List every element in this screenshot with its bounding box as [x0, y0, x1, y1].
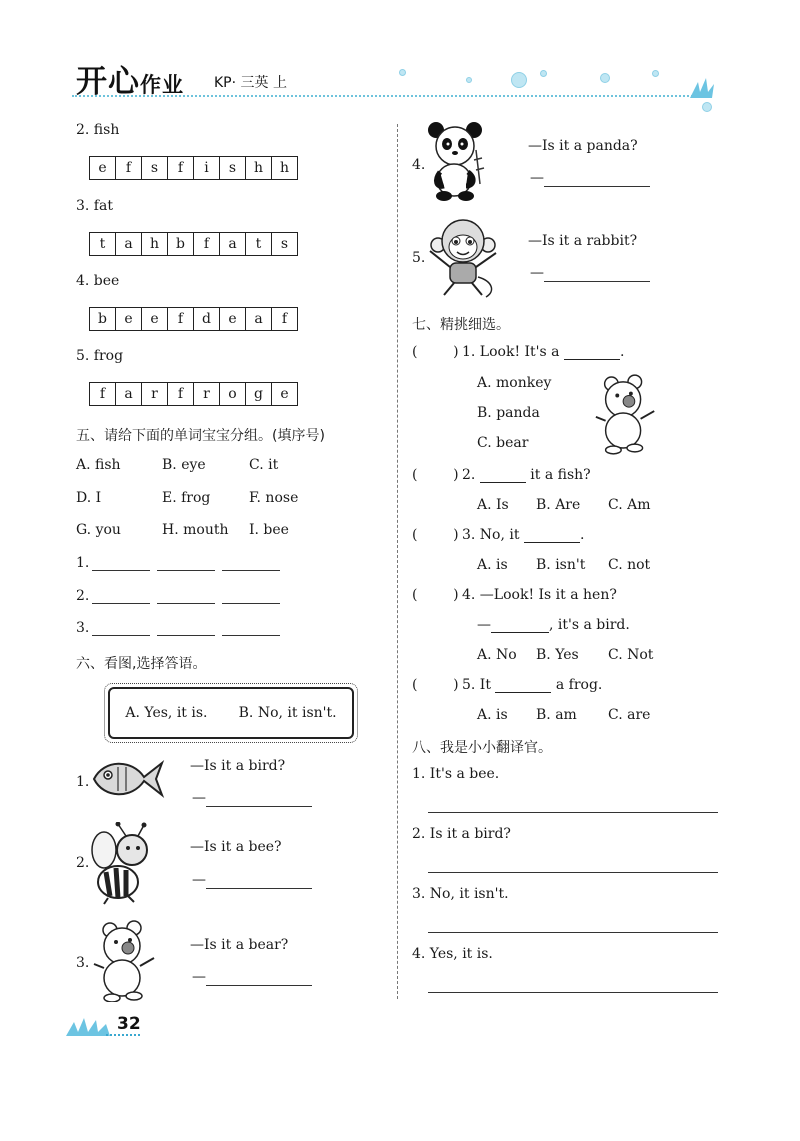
group-number: 1. — [76, 555, 90, 571]
mc-question-4: 4. —Look! Is it a hen? — [462, 587, 617, 603]
answer-blank[interactable] — [206, 806, 312, 807]
section5-title: 五、请给下面的单词宝宝分组。(填序号) — [76, 428, 325, 444]
bear-icon — [592, 370, 662, 456]
group-number: 2. — [76, 588, 90, 604]
word-option: F. nose — [249, 490, 299, 506]
answer-blank[interactable] — [544, 186, 650, 187]
word-option: H. mouth — [162, 522, 229, 538]
answer-blank[interactable] — [480, 482, 526, 483]
monkey-icon — [426, 215, 504, 299]
answer-line[interactable] — [428, 932, 718, 933]
mc-question-3: 3. No, it . — [462, 527, 585, 543]
brand-small: 作业 — [140, 73, 184, 97]
question-text: —Is it a bear? — [190, 937, 289, 953]
spell-word: 2. fish — [76, 122, 120, 138]
answer-blank[interactable] — [222, 570, 280, 571]
bee-icon — [88, 822, 158, 906]
answer-paren[interactable]: ( ) — [412, 527, 459, 543]
answer-blank[interactable] — [157, 635, 215, 636]
item-number: 3. — [76, 955, 90, 971]
section8-title: 八、我是小小翻译官。 — [412, 740, 552, 756]
answer-blank[interactable] — [222, 635, 280, 636]
item-number: 2. — [76, 855, 90, 871]
translate-item: 4. Yes, it is. — [412, 946, 493, 962]
option[interactable]: B. panda — [477, 405, 540, 421]
mc-question-4-line2: — , it's a bird. — [477, 617, 630, 633]
answer-blank[interactable] — [544, 281, 650, 282]
dash: — — [192, 969, 206, 985]
word-option: I. bee — [249, 522, 289, 538]
answer-paren[interactable]: ( ) — [412, 677, 459, 693]
answer-blank[interactable] — [157, 570, 215, 571]
option[interactable]: B. Are — [536, 497, 581, 513]
option[interactable]: A. is — [477, 557, 508, 573]
question-text: —Is it a rabbit? — [528, 233, 638, 249]
answer-blank[interactable] — [92, 570, 150, 571]
series-label: KP· 三英 上 — [214, 75, 287, 91]
question-text: —Is it a bird? — [190, 758, 286, 774]
option[interactable]: A. No — [477, 647, 517, 663]
answer-line[interactable] — [428, 992, 718, 993]
question-text: —Is it a bee? — [190, 839, 282, 855]
answer-blank[interactable] — [206, 888, 312, 889]
answer-blank[interactable] — [222, 603, 280, 604]
translate-item: 3. No, it isn't. — [412, 886, 509, 902]
item-number: 4. — [412, 157, 426, 173]
question-text: —Is it a panda? — [528, 138, 638, 154]
group-number: 3. — [76, 620, 90, 636]
grass-icon — [66, 1016, 114, 1036]
spell-word: 5. frog — [76, 348, 124, 364]
translate-item: 2. Is it a bird? — [412, 826, 511, 842]
dash: — — [530, 170, 544, 186]
option[interactable]: B. isn't — [536, 557, 586, 573]
option[interactable]: B. Yes — [536, 647, 579, 663]
answer-blank[interactable] — [491, 632, 549, 633]
spell-word: 4. bee — [76, 273, 120, 289]
answer-blank[interactable] — [524, 542, 580, 543]
answer-line[interactable] — [428, 812, 718, 813]
answer-blank[interactable] — [157, 603, 215, 604]
answer-blank[interactable] — [495, 692, 551, 693]
answer-line[interactable] — [428, 872, 718, 873]
item-number: 1. — [76, 774, 90, 790]
bear-icon — [90, 918, 162, 1002]
word-option: D. I — [76, 490, 102, 506]
footer-rule — [106, 1034, 140, 1036]
answer-choices: A. Yes, it is. B. No, it isn't. — [125, 705, 337, 721]
word-option: E. frog — [162, 490, 211, 506]
option[interactable]: A. monkey — [477, 375, 552, 391]
answer-choices-box — [108, 687, 354, 739]
option[interactable]: A. Is — [477, 497, 509, 513]
translate-item: 1. It's a bee. — [412, 766, 500, 782]
column-divider — [397, 124, 398, 999]
letter-grid: t a h b f a t s — [89, 232, 298, 256]
answer-paren[interactable]: ( ) — [412, 467, 459, 483]
letter-grid: e f s f i s h h — [89, 156, 298, 180]
spell-word: 3. fat — [76, 198, 113, 214]
page-number: 32 — [117, 1014, 141, 1034]
word-option: C. it — [249, 457, 279, 473]
section7-title: 七、精挑细选。 — [412, 317, 510, 333]
item-number: 5. — [412, 250, 426, 266]
letter-grid: f a r f r o g e — [89, 382, 298, 406]
answer-paren[interactable]: ( ) — [412, 344, 459, 360]
mc-question-5: 5. It a frog. — [462, 677, 603, 693]
option[interactable]: C. are — [608, 707, 651, 723]
mc-question-1: 1. Look! It's a . — [462, 344, 625, 360]
section6-title: 六、看图,选择答语。 — [76, 656, 207, 672]
answer-blank[interactable] — [564, 359, 620, 360]
option[interactable]: C. not — [608, 557, 651, 573]
option[interactable]: C. Not — [608, 647, 654, 663]
option[interactable]: C. bear — [477, 435, 529, 451]
letter-grid: b e e f d e a f — [89, 307, 298, 331]
grass-icon — [690, 78, 720, 100]
dash: — — [192, 790, 206, 806]
dash: — — [530, 265, 544, 281]
word-option: B. eye — [162, 457, 206, 473]
answer-paren[interactable]: ( ) — [412, 587, 459, 603]
dash: — — [192, 872, 206, 888]
option[interactable]: A. is — [477, 707, 508, 723]
option[interactable]: B. am — [536, 707, 577, 723]
header-rule — [72, 95, 712, 97]
brand-big: 开心 — [76, 64, 140, 100]
fish-icon — [90, 755, 166, 803]
mc-question-2: 2. it a fish? — [462, 467, 591, 483]
option[interactable]: C. Am — [608, 497, 651, 513]
word-option: A. fish — [76, 457, 121, 473]
answer-blank[interactable] — [92, 635, 150, 636]
panda-icon — [426, 120, 486, 202]
word-option: G. you — [76, 522, 121, 538]
answer-blank[interactable] — [92, 603, 150, 604]
answer-blank[interactable] — [206, 985, 312, 986]
